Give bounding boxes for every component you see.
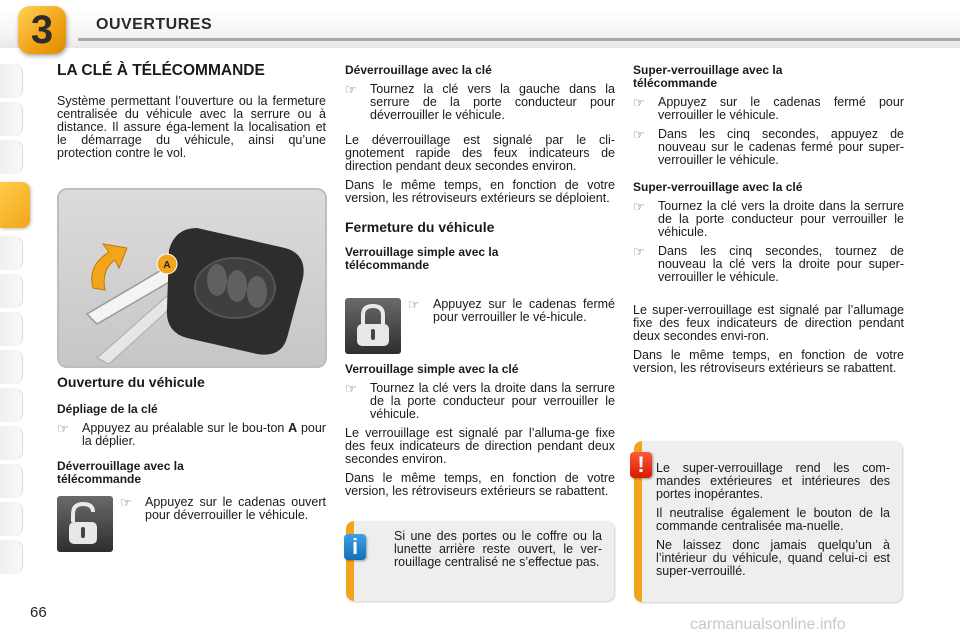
warning-note-text: Le super-verrouillage rend les com-mandes extérieures et intérieures des portes inopérantes. [656, 461, 890, 501]
simple-tele-bullet-block [408, 298, 615, 330]
warning-note-text: Il neutralise également le bouton de la commande centralisée ma-nuelle. [656, 506, 890, 533]
warning-note [634, 441, 902, 602]
arrow-bullet-icon: ☞ [345, 381, 357, 396]
side-tab[interactable] [0, 312, 23, 346]
paragraph: Dans le même temps, en fonction de votre version, les rétroviseurs extérieurs se rabattent. [633, 348, 904, 375]
page-title: LA CLÉ À TÉLÉCOMMANDE [57, 62, 265, 79]
chapter-title: OUVERTURES [96, 16, 213, 33]
paragraph: Dans le même temps, en fonction de votre version, les rétroviseurs extérieurs se déploient. [345, 178, 615, 205]
list-item: ☞ Dans les cinq secondes, tournez de nouveau la clé vers la droite pour super-verrouiller le véhicule. [633, 244, 904, 284]
subheading-verrouillage-simple-cle: Verrouillage simple avec la clé [345, 362, 519, 376]
section-title-fermeture: Fermeture du véhicule [345, 219, 495, 235]
intro-paragraph: Système permettant l’ouverture ou la fermeture centralisée du véhicule avec la serrure ou à distance. Il assure éga-lement la localisation et le démarrage du véhicule, ainsi qu’une protection contre le vol. [57, 94, 326, 160]
column-right [633, 64, 904, 381]
padlock-closed-icon [345, 298, 401, 354]
side-tab-active[interactable] [0, 182, 30, 228]
paragraph: Le déverrouillage est signalé par le cli-gnotement rapide des feux indicateurs de direction pendant deux secondes environ. [345, 133, 615, 173]
remote-key-icon [57, 188, 327, 368]
subheading-depliage: Dépliage de la clé [57, 402, 158, 416]
side-tab[interactable] [0, 102, 23, 136]
side-tab[interactable] [0, 502, 23, 536]
subheading-deverrouillage-telecommande: Déverrouillage avec la télécommande [57, 459, 184, 486]
header-rule [78, 38, 960, 41]
warning-icon: ! [630, 452, 652, 478]
subheading-deverrouillage-cle: Déverrouillage avec la clé [345, 63, 492, 77]
info-note-text: Si une des portes ou le coffre ou la lunette arrière reste ouvert, le ver-rouillage centralisé ne s’effectue pas. [394, 529, 602, 569]
key-illustration [57, 188, 327, 368]
side-tab[interactable] [0, 388, 23, 422]
list-item: ☞ Dans les cinq secondes, appuyez de nouveau sur le cadenas fermé pour super-verrouiller le véhicule. [633, 127, 904, 167]
side-tab[interactable] [0, 540, 23, 574]
arrow-bullet-icon: ☞ [120, 495, 132, 510]
chapter-badge: 3 [18, 6, 66, 54]
padlock-open-icon [57, 496, 113, 552]
tele-bullet-block [120, 496, 326, 528]
list-item: ☞ Appuyez sur le cadenas fermé pour verrouiller le véhicule. [633, 95, 904, 122]
page-number: 66 [30, 604, 47, 621]
side-tab[interactable] [0, 140, 23, 174]
arrow-bullet-icon: ☞ [408, 297, 420, 312]
arrow-bullet-icon: ☞ [345, 82, 357, 97]
watermark: carmanualsonline.info [690, 616, 846, 633]
subheading-super-verrouillage-cle: Super-verrouillage avec la clé [633, 180, 803, 194]
arrow-bullet-icon: ☞ [633, 199, 645, 214]
arrow-bullet-icon: ☞ [633, 127, 645, 142]
side-tab[interactable] [0, 464, 23, 498]
side-tab[interactable] [0, 350, 23, 384]
list-item: ☞ Appuyez au préalable sur le bou-ton A pour la déplier. [57, 421, 326, 448]
arrow-bullet-icon: ☞ [57, 421, 69, 436]
column-left [57, 64, 326, 166]
list-item: ☞ Appuyez sur le cadenas ouvert pour déverrouiller le véhicule. [120, 495, 326, 522]
column-middle [345, 64, 615, 278]
side-tab[interactable] [0, 274, 23, 308]
arrow-bullet-icon: ☞ [633, 244, 645, 259]
paragraph: Dans le même temps, en fonction de votre version, les rétroviseurs extérieurs se rabattent. [345, 471, 615, 498]
paragraph: Le verrouillage est signalé par l’alluma-ge fixe des feux indicateurs de direction pendant deux secondes environ. [345, 426, 615, 466]
list-item: ☞ Tournez la clé vers la gauche dans la serrure de la porte conducteur pour déverrouiller le véhicule. [345, 82, 615, 122]
button-a-label: A [163, 260, 171, 271]
side-tab[interactable] [0, 64, 23, 98]
column-left-lower [57, 376, 326, 492]
side-tab[interactable] [0, 426, 23, 460]
warning-note-text: Ne laissez donc jamais quelqu’un à l’intérieur du véhicule, quand celui-ci est super-verrouillé. [656, 538, 890, 578]
paragraph: Le super-verrouillage est signalé par l’allumage fixe des feux indicateurs de direction pendant deux secondes envi-ron. [633, 303, 904, 343]
list-item: ☞ Tournez la clé vers la droite dans la serrure de la porte conducteur pour verrouiller le véhicule. [345, 381, 615, 421]
arrow-bullet-icon: ☞ [633, 95, 645, 110]
column-middle-lower [345, 363, 615, 504]
list-item: ☞ Tournez la clé vers la droite dans la serrure de la porte conducteur pour verrouiller le véhicule. [633, 199, 904, 239]
list-item: ☞ Appuyez sur le cadenas fermé pour verrouiller le vé-hicule. [408, 297, 615, 324]
info-icon: i [344, 534, 366, 560]
section-title-ouverture: Ouverture du véhicule [57, 374, 205, 390]
subheading-verrouillage-simple-telecommande: Verrouillage simple avec la télécommande [345, 245, 499, 272]
side-tab[interactable] [0, 236, 23, 270]
info-note [346, 521, 614, 601]
subheading-super-verrouillage-telecommande: Super-verrouillage avec la télécommande [633, 63, 783, 90]
